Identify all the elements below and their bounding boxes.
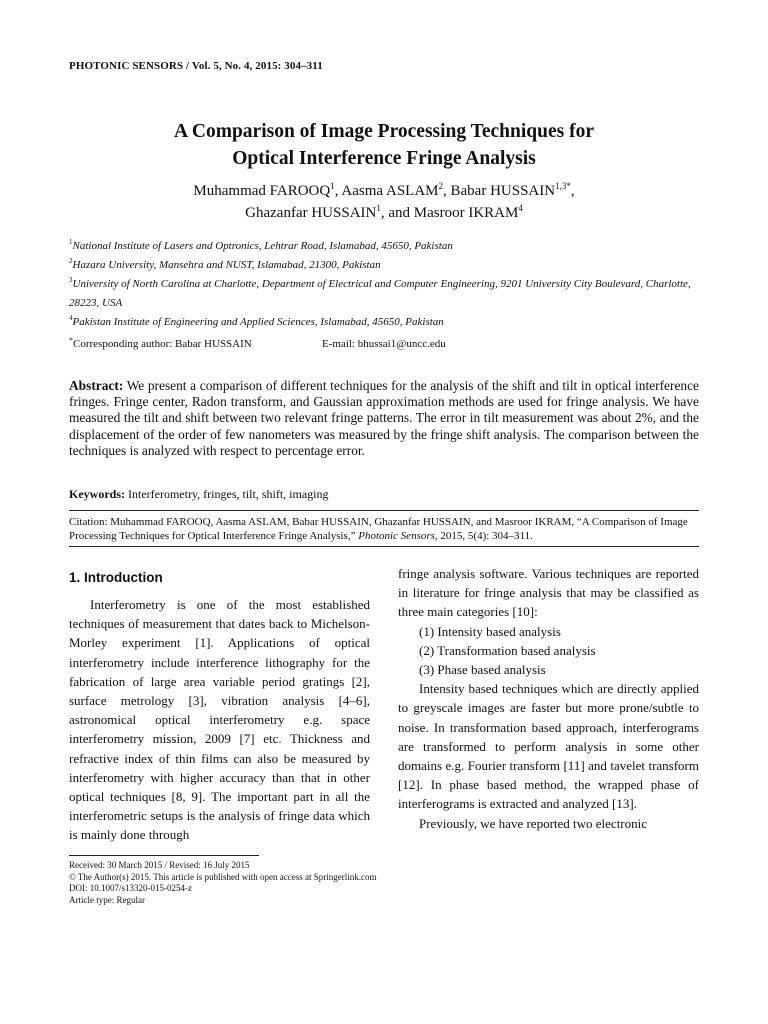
keywords-text: Interferometry, fringes, tilt, shift, imaging bbox=[128, 487, 329, 501]
corresponding-label: Corresponding author: Babar HUSSAIN bbox=[73, 338, 252, 350]
author-line-1 bbox=[69, 180, 699, 202]
abstract bbox=[69, 378, 699, 459]
intro-paragraph-2: Intensity based techniques which are directly applied to greyscale images are faster but more prone/subtle to noise. In transformation based approach, interferograms are transformed to perform analysis in some other domains e.g. Fourier transform [11] and tavelet transform [12]. In phase based method, the wrapped phase of interferograms is extracted and analyzed [13]. bbox=[398, 681, 699, 812]
right-column bbox=[398, 564, 699, 833]
paper-title bbox=[69, 118, 699, 172]
affiliation-item bbox=[69, 275, 701, 313]
author-separator: , bbox=[443, 183, 451, 199]
journal-header: PHOTONIC SENSORS / Vol. 5, No. 4, 2015: 304–311 bbox=[69, 60, 323, 72]
keywords bbox=[69, 487, 329, 502]
title-line-2: Optical Interference Fringe Analysis bbox=[232, 148, 536, 169]
article-type: Article type: Regular bbox=[69, 894, 145, 905]
author-separator: , bbox=[334, 183, 342, 199]
author-line-2 bbox=[69, 202, 699, 224]
affiliation-text: Pakistan Institute of Engineering and Applied Sciences, Islamabad, 45650, Pakistan bbox=[72, 316, 444, 328]
affiliation-number: 3 bbox=[69, 276, 73, 284]
affiliations bbox=[69, 237, 701, 332]
corresponding-author bbox=[69, 336, 446, 352]
author-name: Babar HUSSAIN bbox=[450, 183, 556, 199]
abstract-label: Abstract: bbox=[69, 378, 124, 393]
citation-prefix: Citation: Muhammad FAROOQ, Aasma ASLAM, Babar HUSSAIN, Ghazanfar HUSSAIN, and Masroor IKRAM, “A Comparison of Image Processing Techniques for Optical Interference Fringe Analysis,” bbox=[69, 516, 688, 542]
author-name: Aasma ASLAM bbox=[341, 183, 439, 199]
author-affil-sup: 4 bbox=[518, 203, 523, 213]
left-column bbox=[69, 570, 370, 845]
author-affil-sup: 2 bbox=[438, 181, 443, 191]
footnotes bbox=[69, 860, 376, 906]
affiliation-number: 1 bbox=[69, 238, 73, 246]
citation-suffix: , 2015, 5(4): 304–311. bbox=[434, 530, 533, 542]
list-item: (1) Intensity based analysis bbox=[419, 623, 561, 639]
copyright-notice: © The Author(s) 2015. This article is published with open access at Springerlink.com bbox=[69, 871, 377, 882]
corresponding-marker: * bbox=[69, 336, 73, 345]
affiliation-text: University of North Carolina at Charlotte, Department of Electrical and Computer Engineering, 9201 University City Boulevard, Charlotte, 28223, USA bbox=[69, 278, 691, 309]
corresponding-email[interactable]: E-mail: bhussai1@uncc.edu bbox=[322, 338, 446, 350]
citation bbox=[69, 515, 701, 543]
affiliation-item bbox=[69, 237, 701, 256]
affiliation-number: 2 bbox=[69, 257, 73, 265]
intro-paragraph-continued: fringe analysis software. Various techniques are reported in literature for fringe analysis that may be classified as three main categories [10]: bbox=[398, 566, 699, 620]
author-affil-sup: 1,3* bbox=[555, 181, 571, 191]
author-separator: , bbox=[570, 183, 575, 199]
author-name: Muhammad FAROOQ bbox=[193, 183, 331, 199]
intro-paragraph-3: Previously, we have reported two electronic bbox=[419, 815, 648, 831]
list-item: (3) Phase based analysis bbox=[419, 662, 546, 678]
affiliation-text: Hazara University, Mansehra and NUST, Islamabad, 21300, Pakistan bbox=[72, 259, 381, 271]
doi[interactable]: DOI: 10.1007/s13320-015-0254-z bbox=[69, 883, 192, 893]
intro-paragraph: Interferometry is one of the most established techniques of measurement that dates back to Michelson-Morley experiment [1]. Applications of optical interferometry include interference lithography for the fabrication of large area variable period gratings [2], surface metrology [3], vibration analysis [4–6], astronomical optical interferometry e.g. space interferometry mission, 2009 [7] etc. Thickness and refractive index of thin films can also be measured by interferometry with higher accuracy than that in other optical techniques [8, 9]. The important part in all the interferometric setups is the analysis of fringe data which is mainly done through bbox=[69, 597, 370, 843]
affiliation-number: 4 bbox=[69, 314, 73, 322]
citation-bottom-rule bbox=[69, 546, 699, 547]
affiliation-item bbox=[69, 313, 701, 332]
section-heading: 1. Introduction bbox=[69, 570, 163, 585]
author-name: Ghazanfar HUSSAIN bbox=[245, 205, 377, 221]
affiliation-text: National Institute of Lasers and Optronics, Lehtrar Road, Islamabad, 45650, Pakistan bbox=[72, 240, 453, 252]
list-item: (2) Transformation based analysis bbox=[419, 642, 596, 658]
author-affil-sup: 1 bbox=[376, 203, 381, 213]
citation-journal: Photonic Sensors bbox=[358, 530, 435, 542]
citation-top-rule bbox=[69, 510, 699, 511]
received-dates: Received: 30 March 2015 / Revised: 16 July 2015 bbox=[69, 860, 250, 870]
author-name: Masroor IKRAM bbox=[413, 205, 519, 221]
keywords-label: Keywords: bbox=[69, 487, 125, 501]
author-list bbox=[69, 180, 699, 224]
title-line-1: A Comparison of Image Processing Techniques for bbox=[174, 121, 594, 142]
author-separator: , and bbox=[380, 205, 414, 221]
abstract-text: We present a comparison of different techniques for the analysis of the shift and tilt in optical interference fringes. Fringe center, Radon transform, and Gaussian approximation methods are used for fringe analysis. We have measured the tilt and shift between two relevant fringe patterns. The error in tilt measurement was about 2%, and the displacement of the order of few nanometers was measured by the fringe shift analysis. The comparison between the techniques is analyzed with respect to percentage error. bbox=[69, 378, 699, 458]
footnote-rule bbox=[69, 855, 259, 856]
affiliation-item bbox=[69, 256, 701, 275]
author-affil-sup: 1 bbox=[330, 181, 335, 191]
